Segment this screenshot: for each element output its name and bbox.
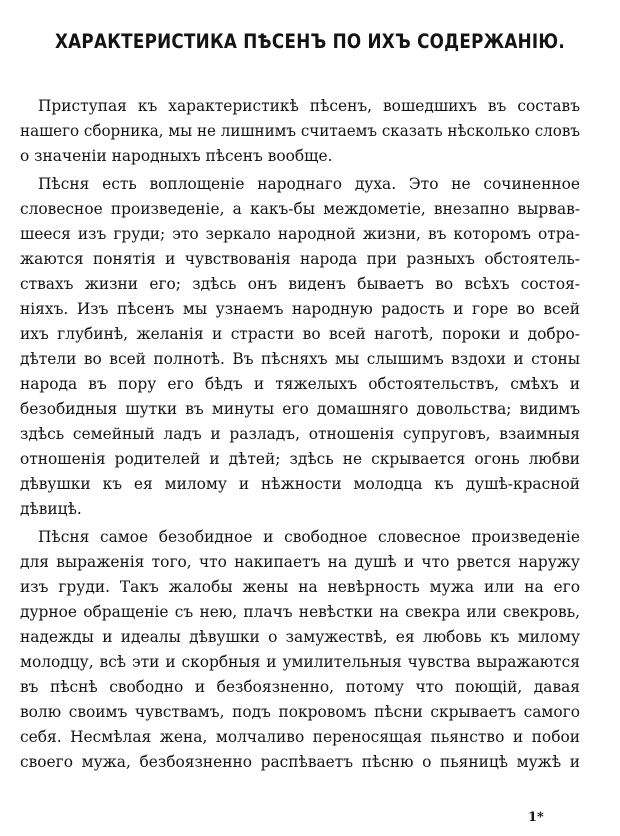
text-line: въ пѣснѣ свободно и безбоязненно, потому что поющій, давая bbox=[20, 678, 580, 696]
text-line: о значеніи народныхъ пѣсенъ вообще. bbox=[20, 147, 333, 165]
page-title: ХАРАКТЕРИСТИКА ПѢСЕНЪ ПО ИХЪ СОДЕРЖАНІЮ. bbox=[54, 30, 566, 53]
text-line: отношенія родителей и дѣтей; здѣсь не скрывается огонь любви bbox=[20, 450, 580, 468]
text-line: изъ груди. Такъ жалобы жены на невѣрность мужа или на его bbox=[20, 578, 580, 596]
text-line: надежды и идеалы дѣвушки о замужествѣ, ея любовь къ милому bbox=[20, 628, 580, 646]
text-line: здѣсь семейный ладъ и разладъ, отношенія супруговъ, взаимныя bbox=[20, 425, 580, 443]
text-line: дѣтели во всей полнотѣ. Въ пѣсняхъ мы слышимъ вздохи и стоны bbox=[20, 350, 580, 368]
text-line: Пѣсня есть воплощеніе народнаго духа. Это не сочиненное bbox=[38, 175, 580, 193]
text-line: шееся изъ груди; это зеркало народной жизни, въ которомъ отра- bbox=[20, 225, 580, 243]
text-line: народа въ пору его бѣдъ и тяжелыхъ обстоятельствъ, смѣхъ и bbox=[20, 375, 580, 393]
text-line: ствахъ жизни его; здѣсь онъ виденъ бываетъ во всѣхъ состоя- bbox=[20, 275, 580, 293]
text-line: своего мужа, безбоязненно распѣваетъ пѣсню о пьяницѣ мужѣ и bbox=[20, 753, 580, 771]
text-line: Приступая къ характеристикѣ пѣсенъ, вошедшихъ въ составъ bbox=[38, 97, 580, 115]
text-line: себя. Несмѣлая жена, молчаливо переносящая пьянство и побои bbox=[20, 728, 580, 746]
text-line: жаются понятія и чувствованія народа при разныхъ обстоятель- bbox=[20, 250, 580, 268]
text-line: ніяхъ. Изъ пѣсенъ мы узнаемъ народную радость и горе во всей bbox=[20, 300, 580, 318]
text-line: молодцу, всѣ эти и скорбныя и умилительныя чувства выражаются bbox=[20, 653, 580, 671]
text-line: дѣвицѣ. bbox=[20, 500, 82, 518]
text-line: дѣвушки къ ея милому и нѣжности молодца къ душѣ-красной bbox=[20, 475, 580, 493]
text-line: словесное произведеніе, а какъ-бы междометіе, внезапно вырвав- bbox=[20, 200, 580, 218]
text-line: Пѣсня самое безобидное и свободное словесное произведеніе bbox=[38, 528, 580, 546]
text-line: для выраженія того, что накипаетъ на душѣ и что рвется наружу bbox=[20, 553, 580, 571]
text-line: дурное обращеніе съ нею, плачъ невѣстки на свекра или свекровь, bbox=[20, 603, 580, 621]
text-line: нашего сборника, мы не лишнимъ считаемъ сказать нѣсколько словъ bbox=[20, 122, 580, 140]
text-line: безобидныя шутки въ минуты его домашняго довольства; видимъ bbox=[20, 400, 580, 418]
text-line: волю своимъ чувствамъ, подъ покровомъ пѣсни скрываетъ самого bbox=[20, 703, 580, 721]
text-line: ихъ глубинѣ, желанія и страсти во всей наготѣ, пороки и добро- bbox=[20, 325, 580, 343]
page-number: 1* bbox=[528, 810, 544, 825]
